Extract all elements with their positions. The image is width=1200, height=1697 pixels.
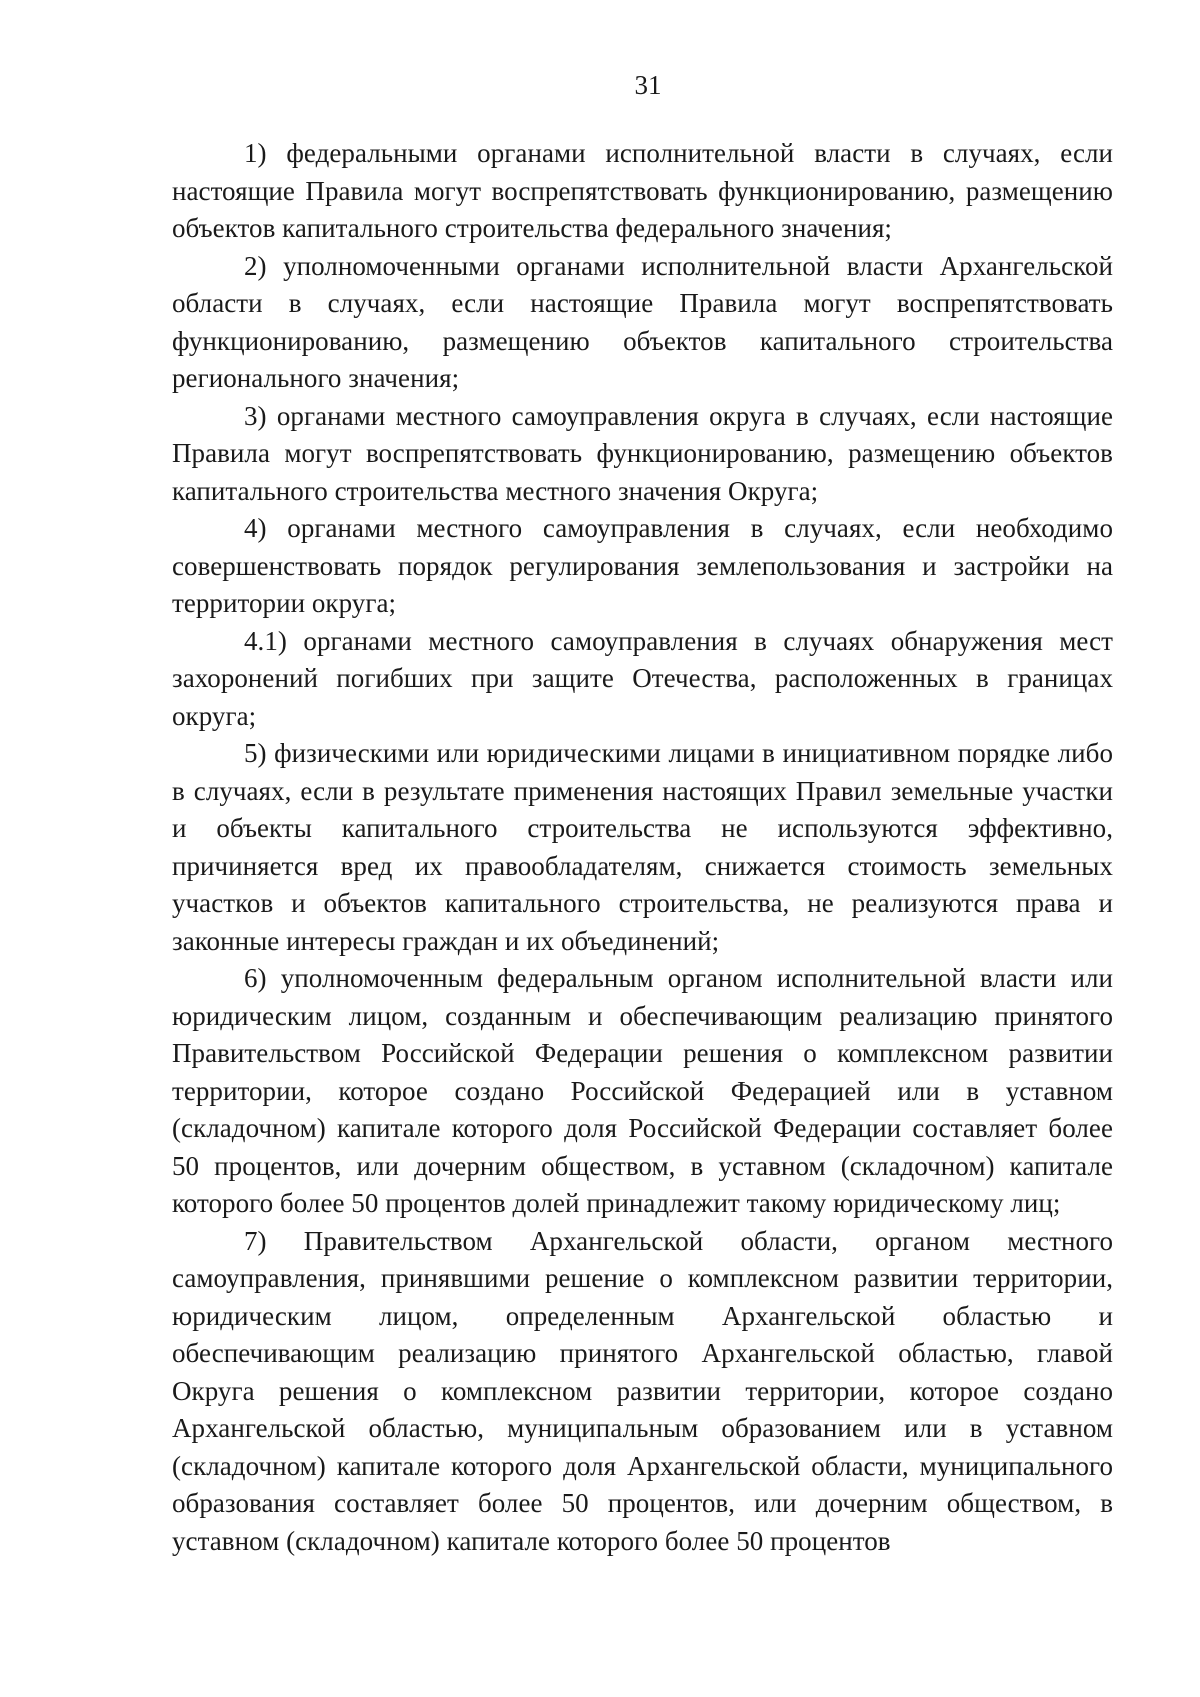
paragraph-item-7: 7) Правительством Архангельской области, органом местного самоуправления, принявшими решение о комплексном развитии территории, юридическим лицом, определенным Архангельской областью и обеспечивающим реализацию принятого Архангельской областью, главой Округа решения о комплексном развитии территории, которое создано Архангельской областью, муниципальным образованием или в уставном (складочном) капитале которого доля Архангельской области, муниципального образования составляет более 50 процентов, или дочерним обществом, в уставном (складочном) капитале которого более 50 процентов <box>172 1225 1113 1556</box>
paragraph-item-6: 6) уполномоченным федеральным органом исполнительной власти или юридическим лицом, созданным и обеспечивающим реализацию принятого Правительством Российской Федерации решения о комплексном развитии территории, которое создано Российской Федерацией или в уставном (складочном) капитале которого доля Российской Федерации составляет более 50 процентов, или дочерним обществом, в уставном (складочном) капитале которого более 50 процентов долей принадлежит такому юридическому лиц; <box>172 963 1113 1218</box>
paragraph-item-5: 5) физическими или юридическими лицами в инициативном порядке либо в случаях, если в результате применения настоящих Правил земельные участки и объекты капитального строительства не используются эффективно, причиняется вред их правообладателям, снижается стоимость земельных участков и объектов капитального строительства, не реализуются права и законные интересы граждан и их объединений; <box>172 738 1113 956</box>
page-number: 31 <box>634 70 662 100</box>
document-body <box>172 135 1113 1560</box>
paragraph-item-4: 4) органами местного самоуправления в случаях, если необходимо совершенствовать порядок регулирования землепользования и застройки на территории округа; <box>172 513 1113 618</box>
paragraph-item-2: 2) уполномоченными органами исполнительной власти Архангельской области в случаях, если настоящие Правила могут воспрепятствовать функционированию, размещению объектов капитального строительства регионального значения; <box>172 250 1113 393</box>
paragraph-item-1: 1) федеральными органами исполнительной власти в случаях, если настоящие Правила могут воспрепятствовать функционированию, размещению объектов капитального строительства федерального значения; <box>172 138 1113 243</box>
paragraph-item-3: 3) органами местного самоуправления округа в случаях, если настоящие Правила могут воспрепятствовать функционированию, размещению объектов капитального строительства местного значения Округа; <box>172 400 1113 506</box>
paragraph-item-4-1: 4.1) органами местного самоуправления в случаях обнаружения мест захоронений погибших при защите Отечества, расположенных в границах округа; <box>172 625 1113 731</box>
